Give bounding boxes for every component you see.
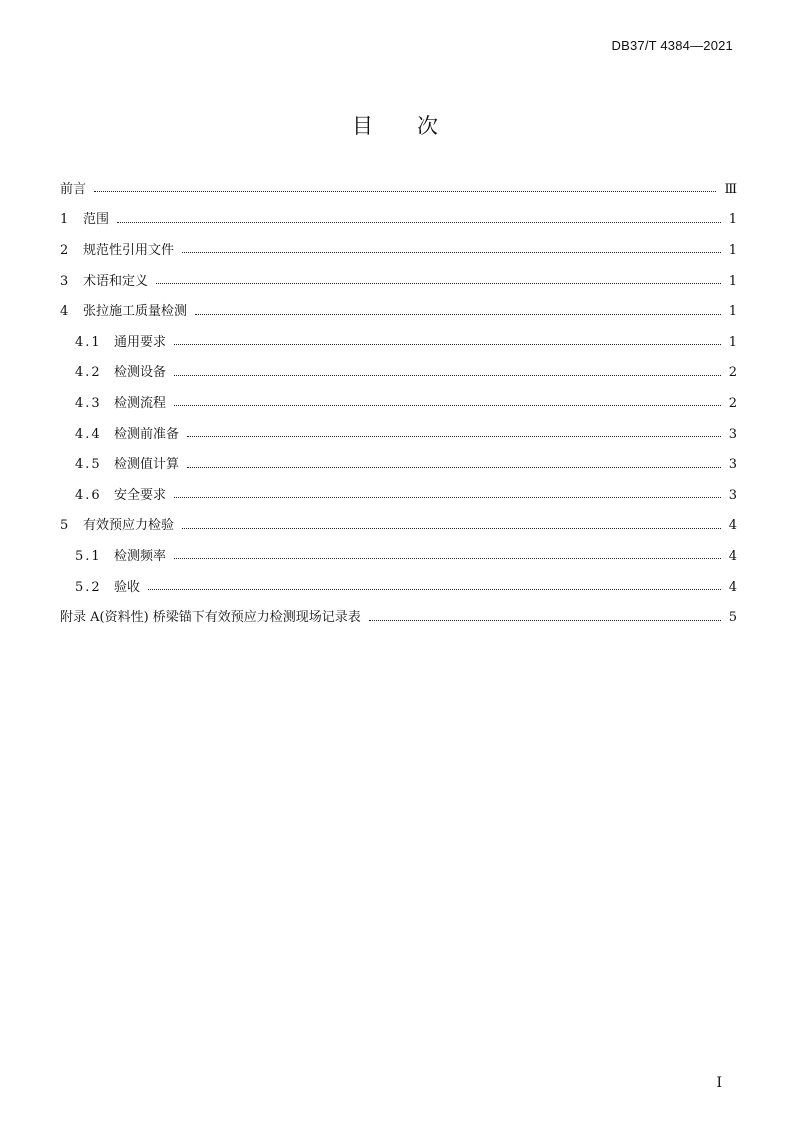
page-title: 目次 bbox=[352, 114, 482, 138]
toc-entry-page: 4 bbox=[728, 518, 737, 534]
toc-entry-page: 4 bbox=[728, 579, 737, 595]
toc-entry-page: 4 bbox=[728, 548, 737, 564]
toc-entry-page: 3 bbox=[728, 457, 737, 473]
toc-entry-number: 4.3 bbox=[75, 395, 102, 411]
toc-entry[interactable] bbox=[60, 602, 737, 633]
toc-leader-dots bbox=[156, 282, 721, 284]
toc-entry-number: 4.5 bbox=[75, 457, 102, 473]
toc-entry-label: 检测设备 bbox=[114, 365, 167, 381]
toc-leader-dots bbox=[174, 496, 721, 498]
toc-entry-label: 检测值计算 bbox=[114, 457, 180, 473]
toc-entry[interactable] bbox=[60, 266, 737, 297]
toc-entry-label: 术语和定义 bbox=[83, 273, 149, 289]
toc-leader-dots bbox=[182, 251, 721, 253]
toc-entry[interactable] bbox=[60, 419, 737, 450]
toc-entry-page: 3 bbox=[728, 426, 737, 442]
toc-entry[interactable] bbox=[60, 358, 737, 389]
toc-entry[interactable] bbox=[60, 449, 737, 480]
toc-entry-label: 规范性引用文件 bbox=[83, 242, 175, 258]
toc-entry-number: 2 bbox=[60, 242, 69, 258]
toc-entry-page: 1 bbox=[728, 242, 737, 258]
toc-leader-dots bbox=[182, 527, 721, 529]
toc-leader-dots bbox=[174, 557, 721, 559]
toc-entry-label: 检测频率 bbox=[114, 548, 167, 564]
toc-entry-page: 1 bbox=[728, 334, 737, 350]
toc-entry[interactable] bbox=[60, 511, 737, 542]
toc-entry[interactable] bbox=[60, 388, 737, 419]
toc-entry[interactable] bbox=[60, 480, 737, 511]
toc-entry-number: 4.2 bbox=[75, 365, 102, 381]
toc-entry[interactable] bbox=[60, 296, 737, 327]
toc-entry-label: 张拉施工质量检测 bbox=[83, 304, 188, 320]
toc-entry[interactable] bbox=[60, 327, 737, 358]
toc-entry-page: 2 bbox=[728, 395, 737, 411]
table-of-contents bbox=[60, 174, 737, 633]
toc-leader-dots bbox=[174, 374, 721, 376]
toc-entry-number: 5.1 bbox=[75, 548, 102, 564]
toc-entry-label: 检测流程 bbox=[114, 395, 167, 411]
toc-entry-label: 范围 bbox=[83, 212, 110, 228]
toc-leader-dots bbox=[187, 466, 721, 468]
toc-leader-dots bbox=[369, 619, 721, 621]
toc-entry[interactable] bbox=[60, 174, 737, 205]
toc-entry-number: 4 bbox=[60, 304, 69, 320]
toc-entry-page: 1 bbox=[728, 273, 737, 289]
toc-leader-dots bbox=[117, 221, 721, 223]
toc-entry[interactable] bbox=[60, 572, 737, 603]
toc-leader-dots bbox=[174, 404, 721, 406]
toc-entry-page: 3 bbox=[728, 487, 737, 503]
page-number: I bbox=[716, 1075, 722, 1091]
toc-entry-number: 1 bbox=[60, 212, 69, 228]
document-code: DB37/T 4384—2021 bbox=[611, 38, 733, 53]
toc-entry-page: 1 bbox=[728, 212, 737, 228]
toc-entry-label: 验收 bbox=[114, 579, 141, 595]
toc-leader-dots bbox=[187, 435, 721, 437]
toc-entry-label: 附录 A(资料性) 桥梁锚下有效预应力检测现场记录表 bbox=[60, 610, 361, 626]
toc-entry[interactable] bbox=[60, 205, 737, 236]
toc-entry-page: 5 bbox=[728, 610, 737, 626]
toc-entry-number: 4.6 bbox=[75, 487, 102, 503]
toc-entry-page: 2 bbox=[728, 365, 737, 381]
toc-entry-page: 1 bbox=[728, 304, 737, 320]
toc-entry-label: 前言 bbox=[60, 181, 87, 197]
toc-leader-dots bbox=[174, 343, 721, 345]
toc-entry-number: 3 bbox=[60, 273, 69, 289]
toc-entry-label: 通用要求 bbox=[114, 334, 167, 350]
toc-entry-number: 5.2 bbox=[75, 579, 102, 595]
toc-entry-label: 安全要求 bbox=[114, 487, 167, 503]
toc-entry[interactable] bbox=[60, 235, 737, 266]
toc-leader-dots bbox=[148, 588, 721, 590]
toc-leader-dots bbox=[94, 190, 716, 192]
toc-entry-label: 有效预应力检验 bbox=[83, 518, 175, 534]
toc-entry-number: 4.4 bbox=[75, 426, 102, 442]
toc-leader-dots bbox=[195, 313, 721, 315]
toc-entry-label: 检测前准备 bbox=[114, 426, 180, 442]
toc-entry-number: 5 bbox=[60, 518, 69, 534]
toc-entry-number: 4.1 bbox=[75, 334, 102, 350]
toc-entry[interactable] bbox=[60, 541, 737, 572]
toc-entry-page: Ⅲ bbox=[724, 181, 737, 197]
